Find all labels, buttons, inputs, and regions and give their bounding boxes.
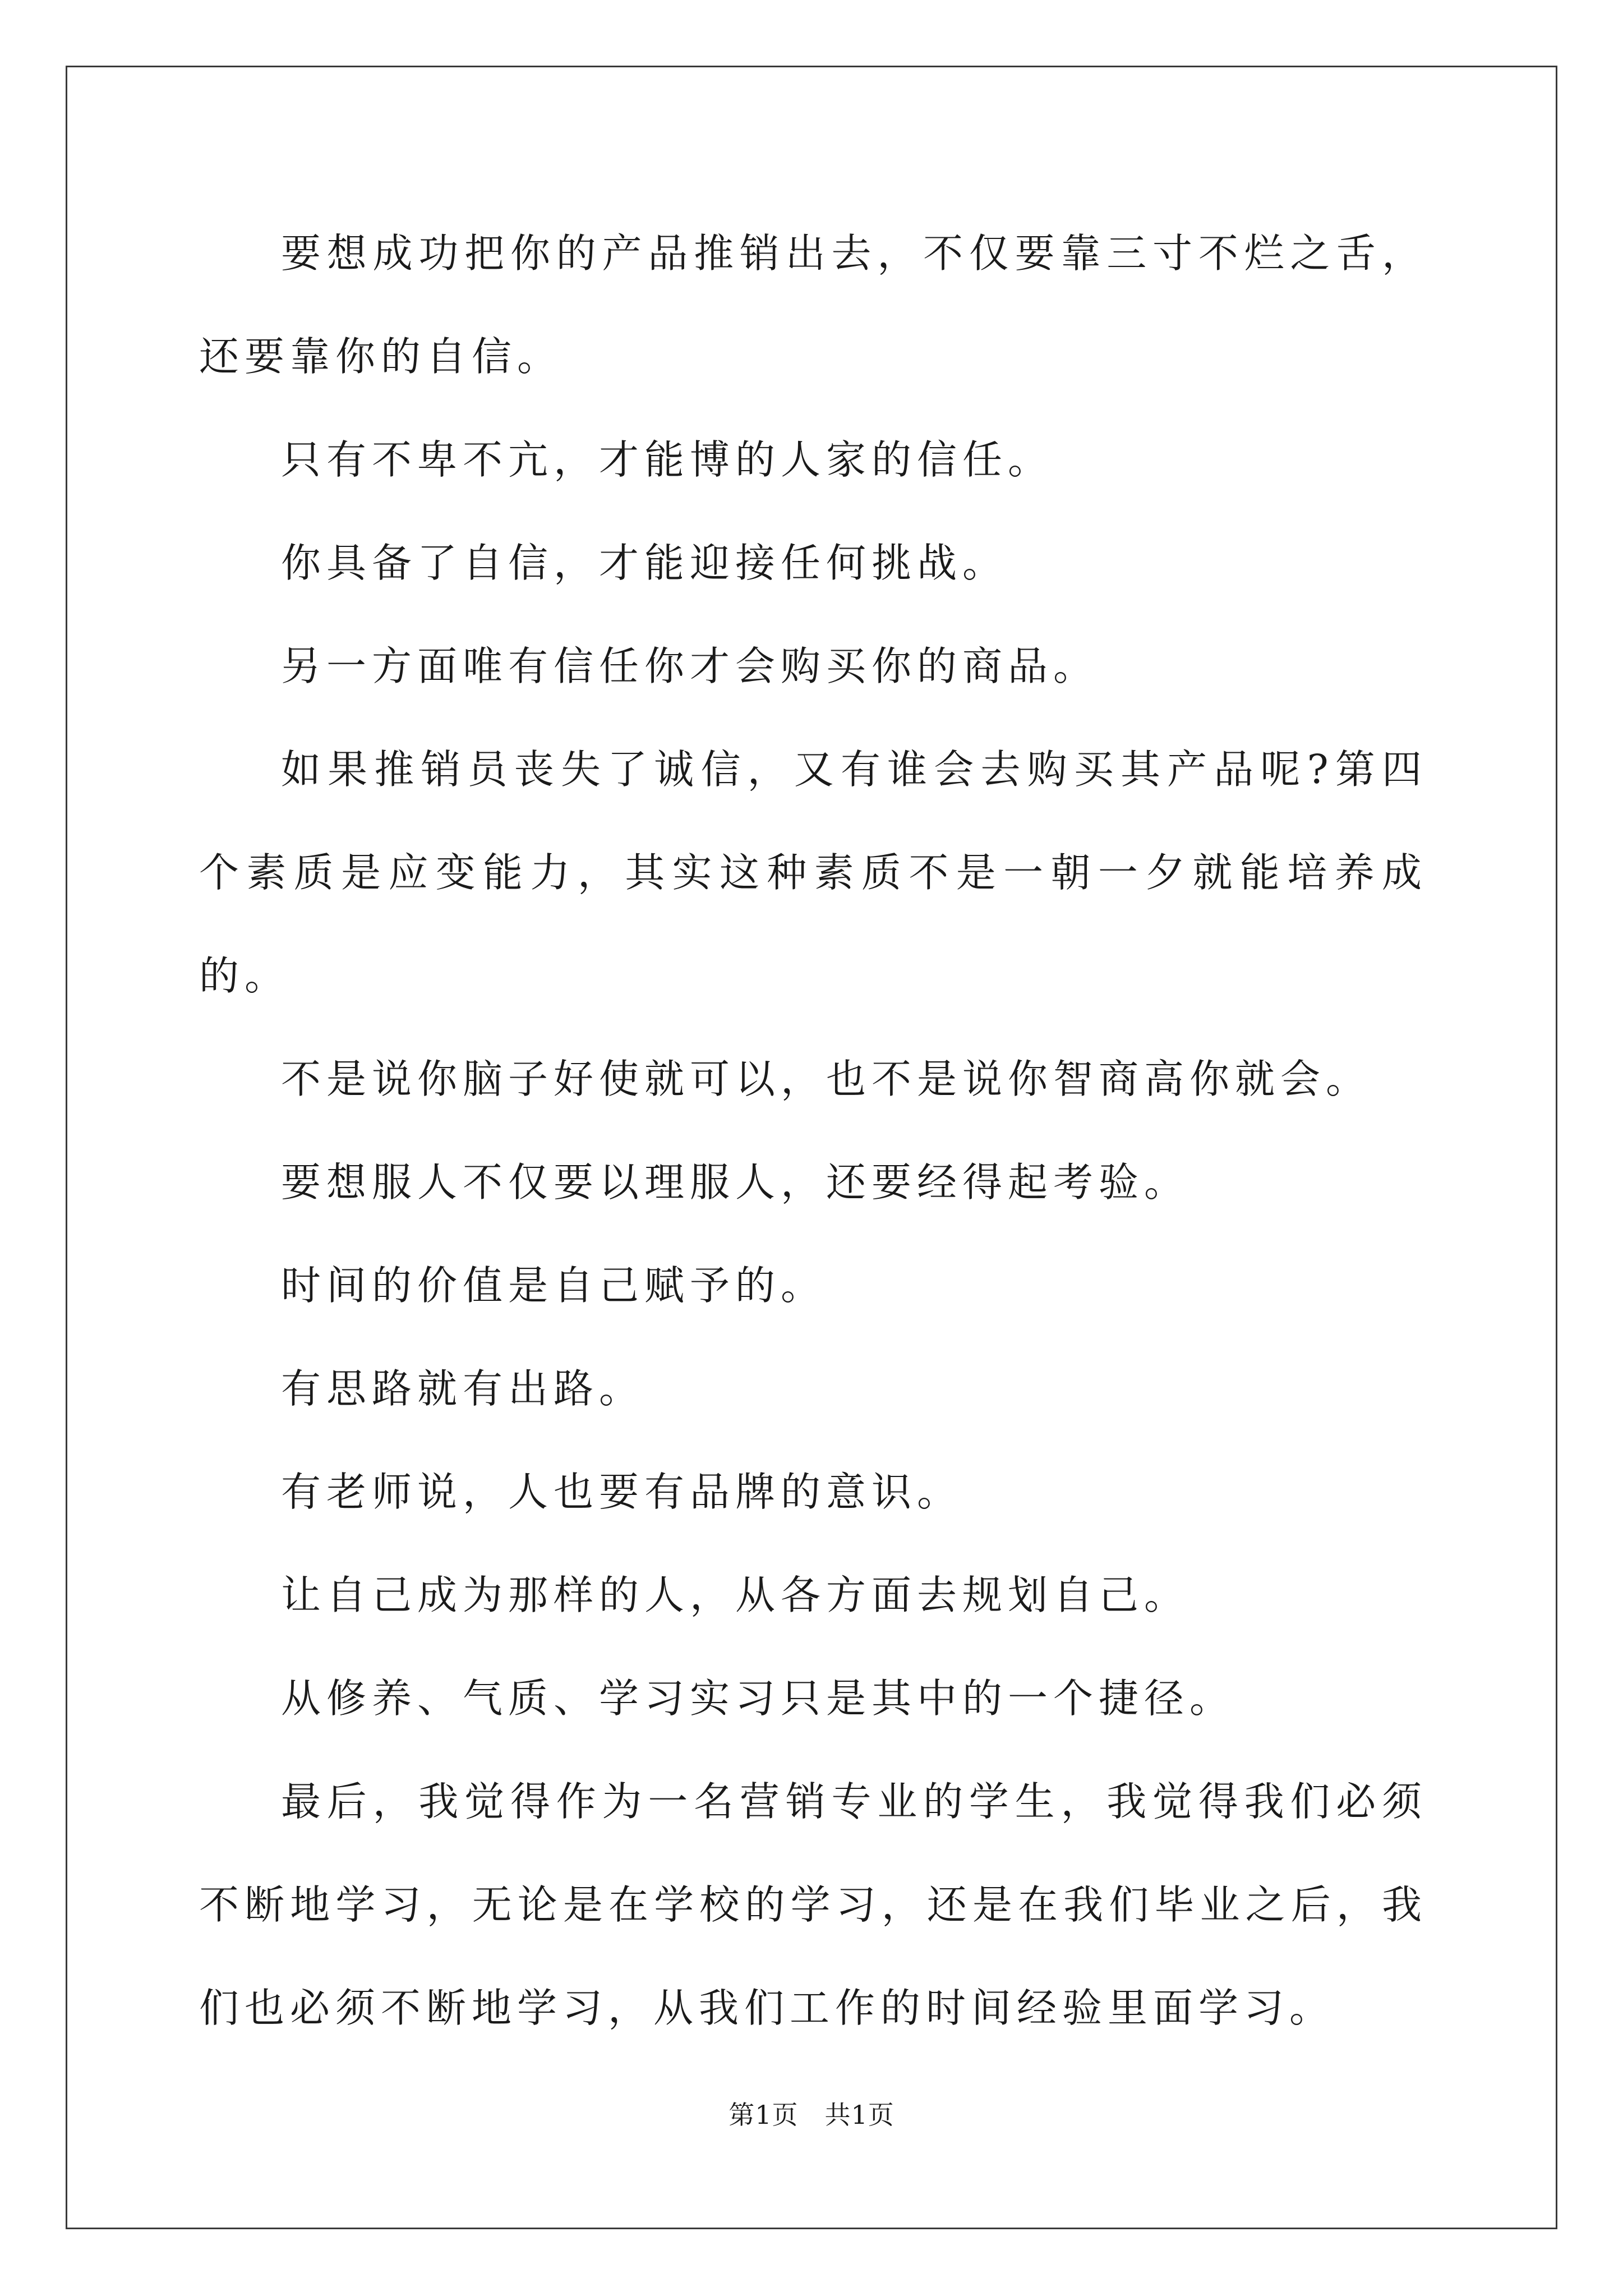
paragraph: 时间的价值是自己赋予的。 xyxy=(281,1262,827,1309)
paragraph: 另一方面唯有信任你才会购买你的商品。 xyxy=(281,643,1099,689)
paragraph: 有老师说，人也要有品牌的意识。 xyxy=(281,1469,963,1515)
paragraph: 只有不卑不亢，才能博的人家的信任。 xyxy=(281,436,1054,483)
paragraph: 要想成功把你的产品推销出去，不仅要靠三寸不烂之舌，还要靠你的自信。 xyxy=(199,230,1427,380)
paragraph: 如果推销员丧失了诚信，又有谁会去购买其产品呢?第四个素质是应变能力，其实这种素质不是一朝一夕就能培养成的。 xyxy=(199,746,1427,999)
paragraph: 不是说你脑子好使就可以，也不是说你智商高你就会。 xyxy=(281,1056,1372,1102)
paragraph: 最后，我觉得作为一名营销专业的学生，我觉得我们必须不断地学习，无论是在学校的学习，还是在我们毕业之后，我们也必须不断地学习，从我们工作的时间经验里面学习。 xyxy=(199,1778,1427,2031)
document-body xyxy=(199,202,1427,2060)
page-number-footer: 第1页 共1页 xyxy=(728,2100,895,2130)
paragraph: 从修养、气质、学习实习只是其中的一个捷径。 xyxy=(281,1675,1235,1722)
paragraph: 有思路就有出路。 xyxy=(281,1365,645,1412)
paragraph: 你具备了自信，才能迎接任何挑战。 xyxy=(281,540,1008,586)
paragraph: 让自己成为那样的人，从各方面去规划自己。 xyxy=(281,1572,1190,1618)
paragraph: 要想服人不仅要以理服人，还要经得起考验。 xyxy=(281,1159,1190,1205)
